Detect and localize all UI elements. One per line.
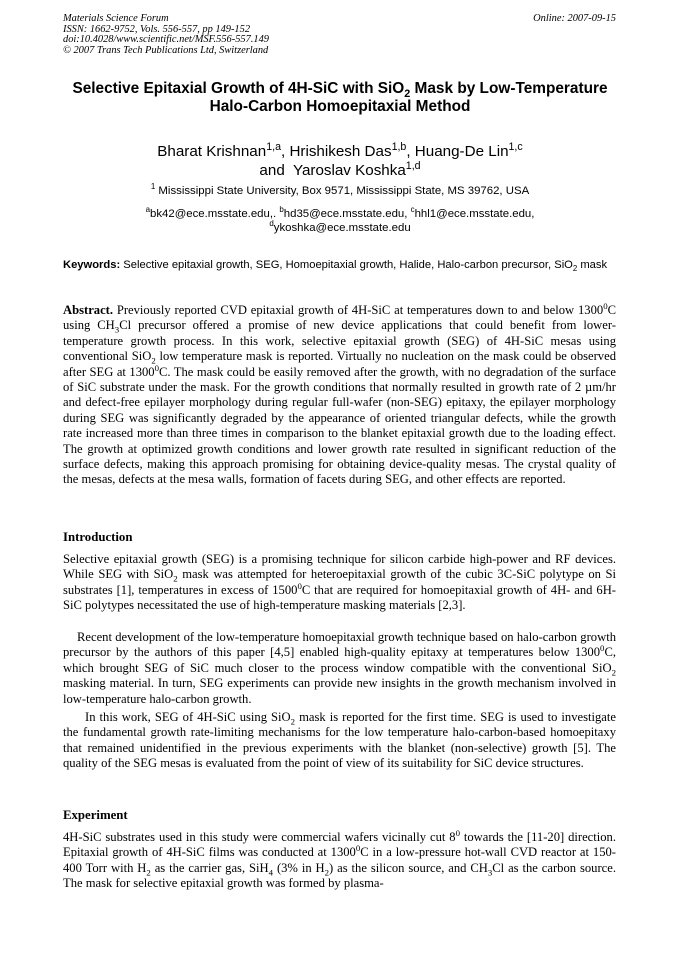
introduction-paragraph [63,710,616,772]
introduction-paragraph [63,552,616,614]
abstract [63,300,616,488]
journal-doi: doi:10.4028/www.scientific.net/MSF.556-557.149 [63,34,269,46]
paragraph-superscript: 0 [355,843,361,854]
keywords-subscript: 2 [572,264,578,274]
author-name: Hrishikesh Das [289,143,392,160]
paragraph-text: ) as the silicon source, and CH [329,860,488,875]
email-mark: a [145,205,150,215]
introduction-heading: Introduction [63,530,133,544]
online-date: Online: 2007-09-15 [533,13,616,24]
email-mark: c [410,205,415,215]
title-part2: Mask by Low-Temperature Halo-Carbon Homoepitaxial Method [209,80,608,115]
keywords-label: Keywords: [63,259,121,271]
paragraph-superscript: 0 [600,643,605,654]
paragraph-subscript: 2 [173,573,178,584]
keywords-text: Selective epitaxial growth, SEG, Homoepitaxial growth, Halide, Halo-carbon precursor, SiO [120,259,573,271]
abstract-text: C using CH [63,303,616,333]
keywords [63,258,616,272]
affiliation-text: Mississippi State University, Box 9571, Mississippi State, MS 39762, USA [158,185,530,197]
email-link[interactable]: ykoshka@ece.msstate.edu [273,222,411,234]
abstract-subscript: 2 [151,355,156,366]
paragraph-subscript: 3 [487,867,493,878]
paragraph-subscript: 2 [611,667,616,678]
abstract-label: Abstract. [63,303,114,317]
title-part1: Selective Epitaxial Growth of 4H-SiC with SiO [72,80,405,97]
paragraph-text: Selective epitaxial growth (SEG) is a promising technique for silicon carbide high-power and RF devices. While SEG with SiO [63,552,616,582]
journal-issn: ISSN: 1662-9752, Vols. 556-557, pp 149-152 [63,23,251,35]
introduction-paragraph [63,630,616,707]
paragraph-text: 4H-SiC substrates used in this study were commercial wafers vicinally cut 8 [63,830,456,844]
paragraph-text: (3% in H [273,860,325,875]
paragraph-superscript: 0 [297,580,302,591]
abstract-superscript: 0 [603,300,608,311]
journal-copyright: © 2007 Trans Tech Publications Ltd, Switzerland [63,44,269,56]
paragraph-text: C, which brought SEG of SiC much closer to the process window compatible with the conventional SiO [63,645,616,675]
affiliation-mark: 1 [150,182,156,192]
email-link[interactable]: hhl1@ece.msstate.edu, [414,208,535,220]
paragraph-text: mask is reported for the first time. SEG is used to investigate the fundamental growth rate-limiting mechanisms for the low temperature halo-carbon-based homoepitaxy that remained unidentified in the previous experiments with the blanket (non-selective) growth [5]. The quality of the SEG mesas is evaluated from the point of view of its suitability for SiC device structures. [63,710,616,771]
paragraph-subscript: 4 [268,867,274,878]
email-list [60,207,620,235]
paragraph-text: masking material. In turn, SEG experiments can provide new insights in the growth mechanism involved in low-temperature halo-carbon growth. [63,676,616,706]
email-mark: d [269,219,274,229]
abstract-text: low temperature mask is reported. Virtually no nucleation on the mask could be observed after SEG at 1300 [63,349,616,379]
author-list: Bharat Krishnan$^{1,a}$, Hrishikesh Das$^{1,b}$, Huang-De Lin$^{1,c}$ and Yaroslav Koshka$^{1,d}$ [157,140,523,179]
keywords-text: mask [577,259,608,271]
author-affil-mark: 1,b [391,140,407,153]
abstract-text: C. The mask could be easily removed after the growth, with no degradation of the surface of SiC substrate under the mask. For the growth conditions that normally resulted in growth rate of 2 µm/hr and defect-free epilayer morphology during regular full-wafer (non-SEG) epitaxy, the epilayer morphology during SEG was significantly degraded by the appearance of oriented triangular defects, while the growth rate increased more than three times in comparison to the blanket epitaxial growth due to the loading effect. The growth at optimized growth conditions and lower growth rate resulted in significant reduction of the surface defects, making this approach promising for obtaining device-quality mesas. The crystal quality of the mesas, defects at the mesa walls, formation of facets during SEG, and other effects are reported. [63,364,616,487]
paragraph-text: as the carrier gas, SiH [150,860,269,875]
paragraph-text: Recent development of the low-temperature homoepitaxial growth technique based on halo-carbon growth precursor by the authors of this paper [4,5] enabled high-quality epitaxy at temperatures below 1300 [63,630,616,660]
paragraph-subscript: 2 [146,867,151,878]
paragraph-superscript: 0 [455,827,460,838]
email-link[interactable]: bk42@ece.msstate.edu,. [150,208,277,220]
paragraph-text: C that are required for homoepitaxial growth of 4H- and 6H-SiC polytypes necessitated the use of high-temperature masking materials [2,3]. [63,582,616,613]
experiment-heading: Experiment [63,808,128,822]
paper-title [60,80,620,116]
author-name: Yaroslav Koshka [292,161,406,179]
abstract-text: Cl precursor offered a promise of new device applications that could benefit from lower-temperature growth process. In this work, selective epitaxial growth (SEG) of 4H-SiC mesas using conventional SiO [63,318,616,364]
author-affil-mark: 1,a [266,140,281,153]
title-subscript: 2 [404,88,411,101]
journal-name: Materials Science Forum [63,13,169,24]
paragraph-text: mask was attempted for heteroepitaxial growth of the cubic 3C-SiC polytype on Si substrates [1], temperatures in excess of 1500 [63,567,616,597]
author-and: and [259,161,285,179]
paragraph-text: C in a low-pressure hot-wall CVD reactor at 150-400 Torr with H [63,845,616,875]
email-mark: b [279,205,284,215]
abstract-superscript: 0 [154,362,159,373]
paragraph-text: In this work, SEG of 4H-SiC using SiO [85,710,291,724]
author-name: Bharat Krishnan [157,143,267,160]
abstract-subscript: 3 [114,324,120,335]
paragraph-subscript: 2 [290,716,296,727]
experiment-paragraph [63,827,617,892]
author-affil-mark: 1,d [405,159,421,172]
journal-header [63,14,483,56]
author-name: Huang-De Lin [414,143,509,160]
author-affil-mark: 1,c [508,140,523,153]
abstract-text: Previously reported CVD epitaxial growth of 4H-SiC at temperatures down to and below 1300 [113,303,604,317]
affiliation [60,184,620,198]
paragraph-text: Cl as the carbon source. The mask for selective epitaxial growth was formed by plasma- [63,860,616,891]
paragraph-subscript: 2 [324,867,330,878]
paragraph-text: towards the [11-20] direction. Epitaxial growth of 4H-SiC films was conducted at 1300 [63,830,617,860]
email-link[interactable]: hd35@ece.msstate.edu, [283,208,408,220]
